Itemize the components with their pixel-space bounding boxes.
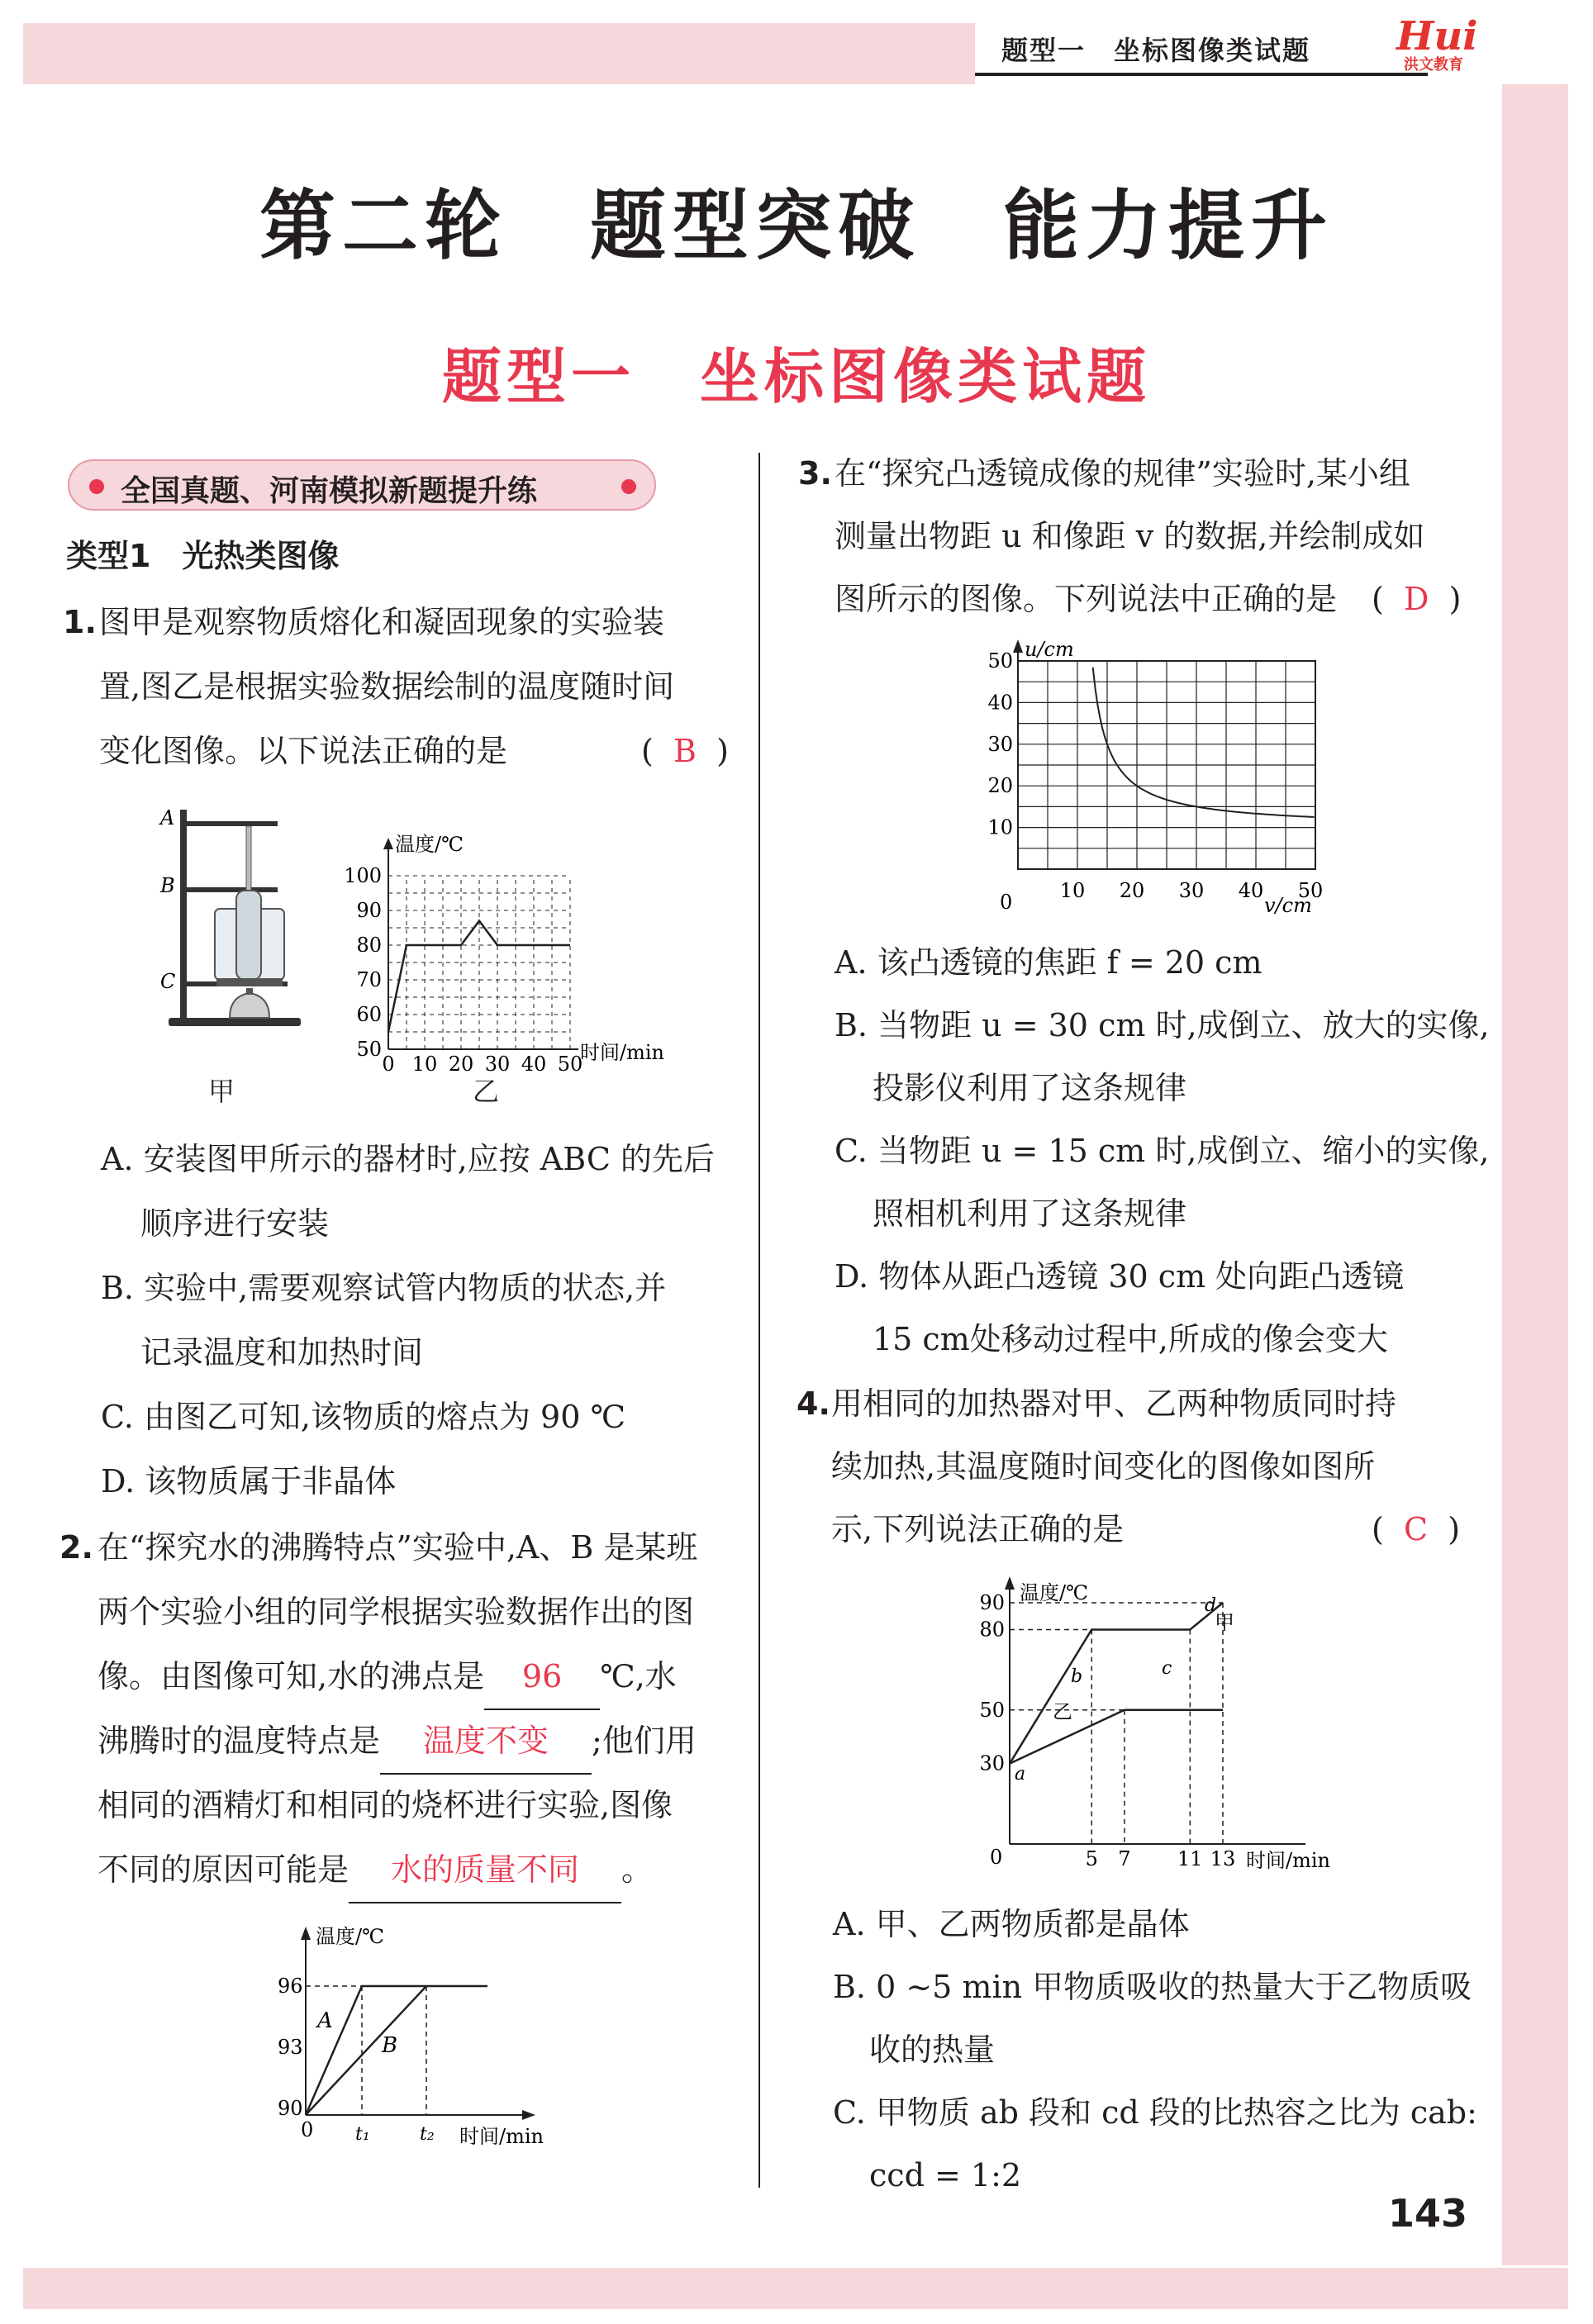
chart-melting: [330, 826, 686, 1074]
fill-blank-answer: 温度不变: [380, 1709, 592, 1775]
x-tick-t2: t₂: [420, 2124, 435, 2145]
text-segment: ;他们用: [592, 1723, 697, 1759]
option-text: A. 甲、乙两物质都是晶体: [833, 1906, 1190, 1942]
banner-dot-icon: [621, 479, 636, 494]
y-axis-label: 温度/℃: [316, 1925, 384, 1948]
question-text: 测量出物距 u 和像距 v 的数据,并绘制成如: [835, 518, 1425, 554]
question-text: 图甲是观察物质熔化和凝固现象的实验装: [99, 604, 665, 640]
option-text: A. 该凸透镜的焦距 f = 20 cm: [835, 944, 1263, 981]
y-axis-arrow-icon: [383, 838, 393, 849]
text-segment: ℃,水: [600, 1658, 677, 1694]
question-text: 变化图像。以下说法正确的是: [99, 733, 508, 769]
option-text: B. 0 ~5 min 甲物质吸收的热量大于乙物质吸: [833, 1969, 1472, 2005]
option-text: A. 安装图甲所示的器材时,应按 ABC 的先后: [101, 1141, 715, 1177]
point-d-label: d: [1205, 1595, 1217, 1616]
clamp-b: [180, 887, 278, 892]
x-tick-label: 13: [1210, 1847, 1236, 1870]
question-text: [97, 1644, 677, 1710]
x-tick-label: 30: [484, 1053, 511, 1074]
y-axis-label: 温度/℃: [395, 833, 464, 856]
section-title: 题型一 坐标图像类试题: [441, 341, 1151, 411]
apparatus-label-c: C: [160, 970, 176, 993]
banner-label: 全国真题、河南模拟新题提升练: [121, 474, 538, 508]
series-yi-line: [1010, 1710, 1223, 1764]
y-axis-label: 温度/℃: [1020, 1581, 1088, 1604]
tick-labels: [987, 649, 1323, 902]
question-text: [97, 1709, 697, 1775]
stand-rod: [180, 810, 187, 1023]
fill-blank-answer: 水的质量不同: [349, 1837, 621, 1903]
y-tick-label: 20: [987, 774, 1013, 798]
x-axis-label: 时间/min: [1246, 1849, 1330, 1872]
header-rule: [975, 73, 1428, 76]
lamp-wick: [246, 988, 253, 995]
x-tick-label: 10: [411, 1053, 438, 1074]
x-tick-label: 5: [1085, 1847, 1098, 1870]
question-text: 在“探究水的沸腾特点”实验中,A、B 是某班: [97, 1529, 698, 1566]
series-b-label: B: [382, 2033, 398, 2058]
series-jia-label: 甲: [1215, 1611, 1234, 1634]
y-tick-label: 30: [987, 732, 1013, 756]
option-text: C. 甲物质 ab 段和 cd 段的比热容之比为 cab:: [833, 2094, 1477, 2131]
gauze: [216, 978, 283, 986]
category-title: 类型1 光热类图像: [66, 538, 340, 574]
question-number: 1.: [63, 604, 97, 640]
answer-bracket: ( B ): [641, 733, 729, 769]
y-tick-label: 93: [278, 2036, 303, 2059]
y-tick-label: 90: [278, 2097, 303, 2120]
option-text: 投影仪利用了这条规律: [873, 1070, 1187, 1106]
y-tick-label: 96: [278, 1975, 303, 1998]
origin-label: 0: [990, 1846, 1003, 1869]
question-text: 图所示的图像。下列说法中正确的是: [835, 581, 1338, 617]
series-b-line: [306, 1986, 426, 2115]
question-text: 示,下列说法正确的是: [831, 1511, 1125, 1547]
y-axis-arrow-icon: [1005, 1576, 1015, 1590]
figure-caption: 甲: [208, 1076, 235, 1107]
question-number: 4.: [796, 1385, 830, 1422]
fill-blank-answer: 96: [484, 1644, 600, 1710]
series-curve: [1093, 668, 1315, 817]
y-tick-label: 30: [979, 1751, 1005, 1775]
running-title: 题型一 坐标图像类试题: [1001, 35, 1311, 66]
alcohol-lamp: [230, 993, 269, 1018]
y-tick-label: 40: [987, 691, 1013, 715]
series-a-label: A: [317, 2008, 333, 2033]
point-a-label: a: [1015, 1764, 1026, 1785]
x-axis-arrow-icon: [522, 2110, 535, 2120]
figure-caption: 乙: [473, 1076, 500, 1107]
option-text: 照相机利用了这条规律: [873, 1195, 1187, 1232]
answer-choice: D: [1403, 581, 1429, 617]
x-tick-label: 40: [521, 1053, 547, 1074]
question-text: 用相同的加热器对甲、乙两种物质同时持: [831, 1385, 1397, 1422]
chart-grid: [388, 876, 570, 1049]
x-tick-label: 50: [557, 1053, 583, 1074]
x-tick-label: 20: [1119, 879, 1145, 902]
footer-band: [23, 2268, 1568, 2309]
logo-text: 洪文教育: [1404, 56, 1463, 74]
answer-bracket: ( D ): [1372, 581, 1462, 617]
question-number: 2.: [59, 1529, 93, 1566]
text-segment: 像。由图像可知,水的沸点是: [97, 1658, 485, 1694]
option-text: B. 实验中,需要观察试管内物质的状态,并: [101, 1270, 667, 1306]
y-axis-arrow-icon: [301, 1927, 311, 1940]
x-tick-label: 20: [448, 1053, 474, 1074]
text-segment: 不同的原因可能是: [97, 1851, 350, 1888]
exercise-banner: [68, 459, 656, 511]
answer-choice: B: [673, 733, 697, 769]
apparatus-label-a: A: [160, 806, 175, 829]
x-tick-label: 7: [1118, 1847, 1131, 1870]
x-axis-label: 时间/min: [580, 1041, 664, 1064]
chart-grid: [1018, 661, 1315, 869]
x-axis-label: 时间/min: [459, 2125, 544, 2148]
y-tick-label: 60: [356, 1003, 382, 1026]
text-segment: 沸腾时的温度特点是: [97, 1723, 381, 1759]
stand-base: [169, 1018, 301, 1026]
origin-label: 0: [1000, 891, 1013, 914]
x-tick-label: 50: [1297, 879, 1324, 902]
option-text: 顺序进行安装: [140, 1205, 330, 1242]
option-text: B. 当物距 u = 30 cm 时,成倒立、放大的实像,: [835, 1007, 1490, 1043]
tick-labels: [344, 864, 583, 1074]
y-tick-label: 50: [979, 1698, 1005, 1722]
question-text: 两个实验小组的同学根据实验数据作出的图: [97, 1594, 695, 1630]
y-tick-label: 90: [979, 1591, 1005, 1614]
option-text: 15 cm处移动过程中,所成的像会变大: [873, 1321, 1388, 1357]
logo-mark: Hui: [1396, 13, 1478, 59]
tick-labels: [979, 1591, 1235, 1870]
y-tick-label: 10: [987, 815, 1013, 839]
x-tick-label: 0: [382, 1053, 395, 1074]
x-tick-label: 30: [1178, 879, 1205, 902]
origin-label: 0: [301, 2118, 314, 2141]
point-c-label: c: [1162, 1658, 1172, 1679]
publisher-logo: [1396, 13, 1478, 74]
y-axis-arrow-icon: [1013, 639, 1023, 653]
x-tick-label: 40: [1238, 879, 1264, 902]
y-tick-label: 90: [356, 899, 382, 922]
y-tick-label: 70: [356, 968, 382, 991]
text-segment: 。: [621, 1851, 654, 1888]
option-text: 记录温度和加热时间: [140, 1334, 424, 1371]
clamp-a: [180, 821, 278, 826]
x-tick-t1: t₁: [355, 2124, 370, 2145]
chart-heating: [975, 1570, 1339, 1875]
y-tick-label: 50: [356, 1038, 382, 1061]
question-text: 续加热,其温度随时间变化的图像如图所: [831, 1448, 1376, 1485]
series-yi-label: 乙: [1053, 1700, 1072, 1723]
y-tick-label: 100: [344, 864, 382, 887]
series-jia-line: [1010, 1603, 1223, 1764]
option-text: C. 当物距 u = 15 cm 时,成倒立、缩小的实像,: [835, 1133, 1490, 1169]
page-number: 143: [1388, 2191, 1468, 2236]
option-text: ccd = 1:2: [869, 2157, 1022, 2193]
option-text: D. 该物质属于非晶体: [101, 1463, 397, 1499]
chart-boiling: [264, 1920, 562, 2160]
y-tick-label: 80: [356, 934, 382, 957]
question-text: 相同的酒精灯和相同的烧杯进行实验,图像: [97, 1787, 673, 1823]
x-tick-label: 11: [1177, 1847, 1203, 1870]
apparatus-figure: [157, 801, 314, 1066]
guide-lines: [1010, 1603, 1223, 1844]
question-text: 置,图乙是根据实验数据绘制的温度随时间: [99, 668, 675, 705]
x-axis-label: v/cm: [1264, 894, 1312, 917]
option-text: D. 物体从距凸透镜 30 cm 处向距凸透镜: [835, 1258, 1405, 1295]
question-number: 3.: [798, 455, 832, 492]
y-tick-label: 80: [979, 1618, 1005, 1642]
option-text: C. 由图乙可知,该物质的熔点为 90 ℃: [101, 1399, 625, 1435]
chart-lens: [975, 636, 1339, 925]
option-text: 收的热量: [869, 2032, 996, 2068]
question-text: 在“探究凸透镜成像的规律”实验时,某小组: [835, 455, 1410, 492]
column-divider: [758, 453, 760, 2188]
x-tick-label: 10: [1059, 879, 1086, 902]
y-tick-label: 50: [987, 649, 1013, 672]
apparatus-label-b: B: [160, 874, 175, 897]
y-axis-label: u/cm: [1025, 638, 1074, 661]
answer-bracket: ( C ): [1372, 1511, 1461, 1547]
point-b-label: b: [1071, 1666, 1083, 1687]
question-text: [97, 1837, 653, 1903]
test-tube: [236, 891, 261, 980]
answer-choice: C: [1403, 1511, 1429, 1547]
banner-dot-icon: [89, 479, 104, 494]
page-title: 第二轮 题型突破 能力提升: [259, 182, 1334, 270]
